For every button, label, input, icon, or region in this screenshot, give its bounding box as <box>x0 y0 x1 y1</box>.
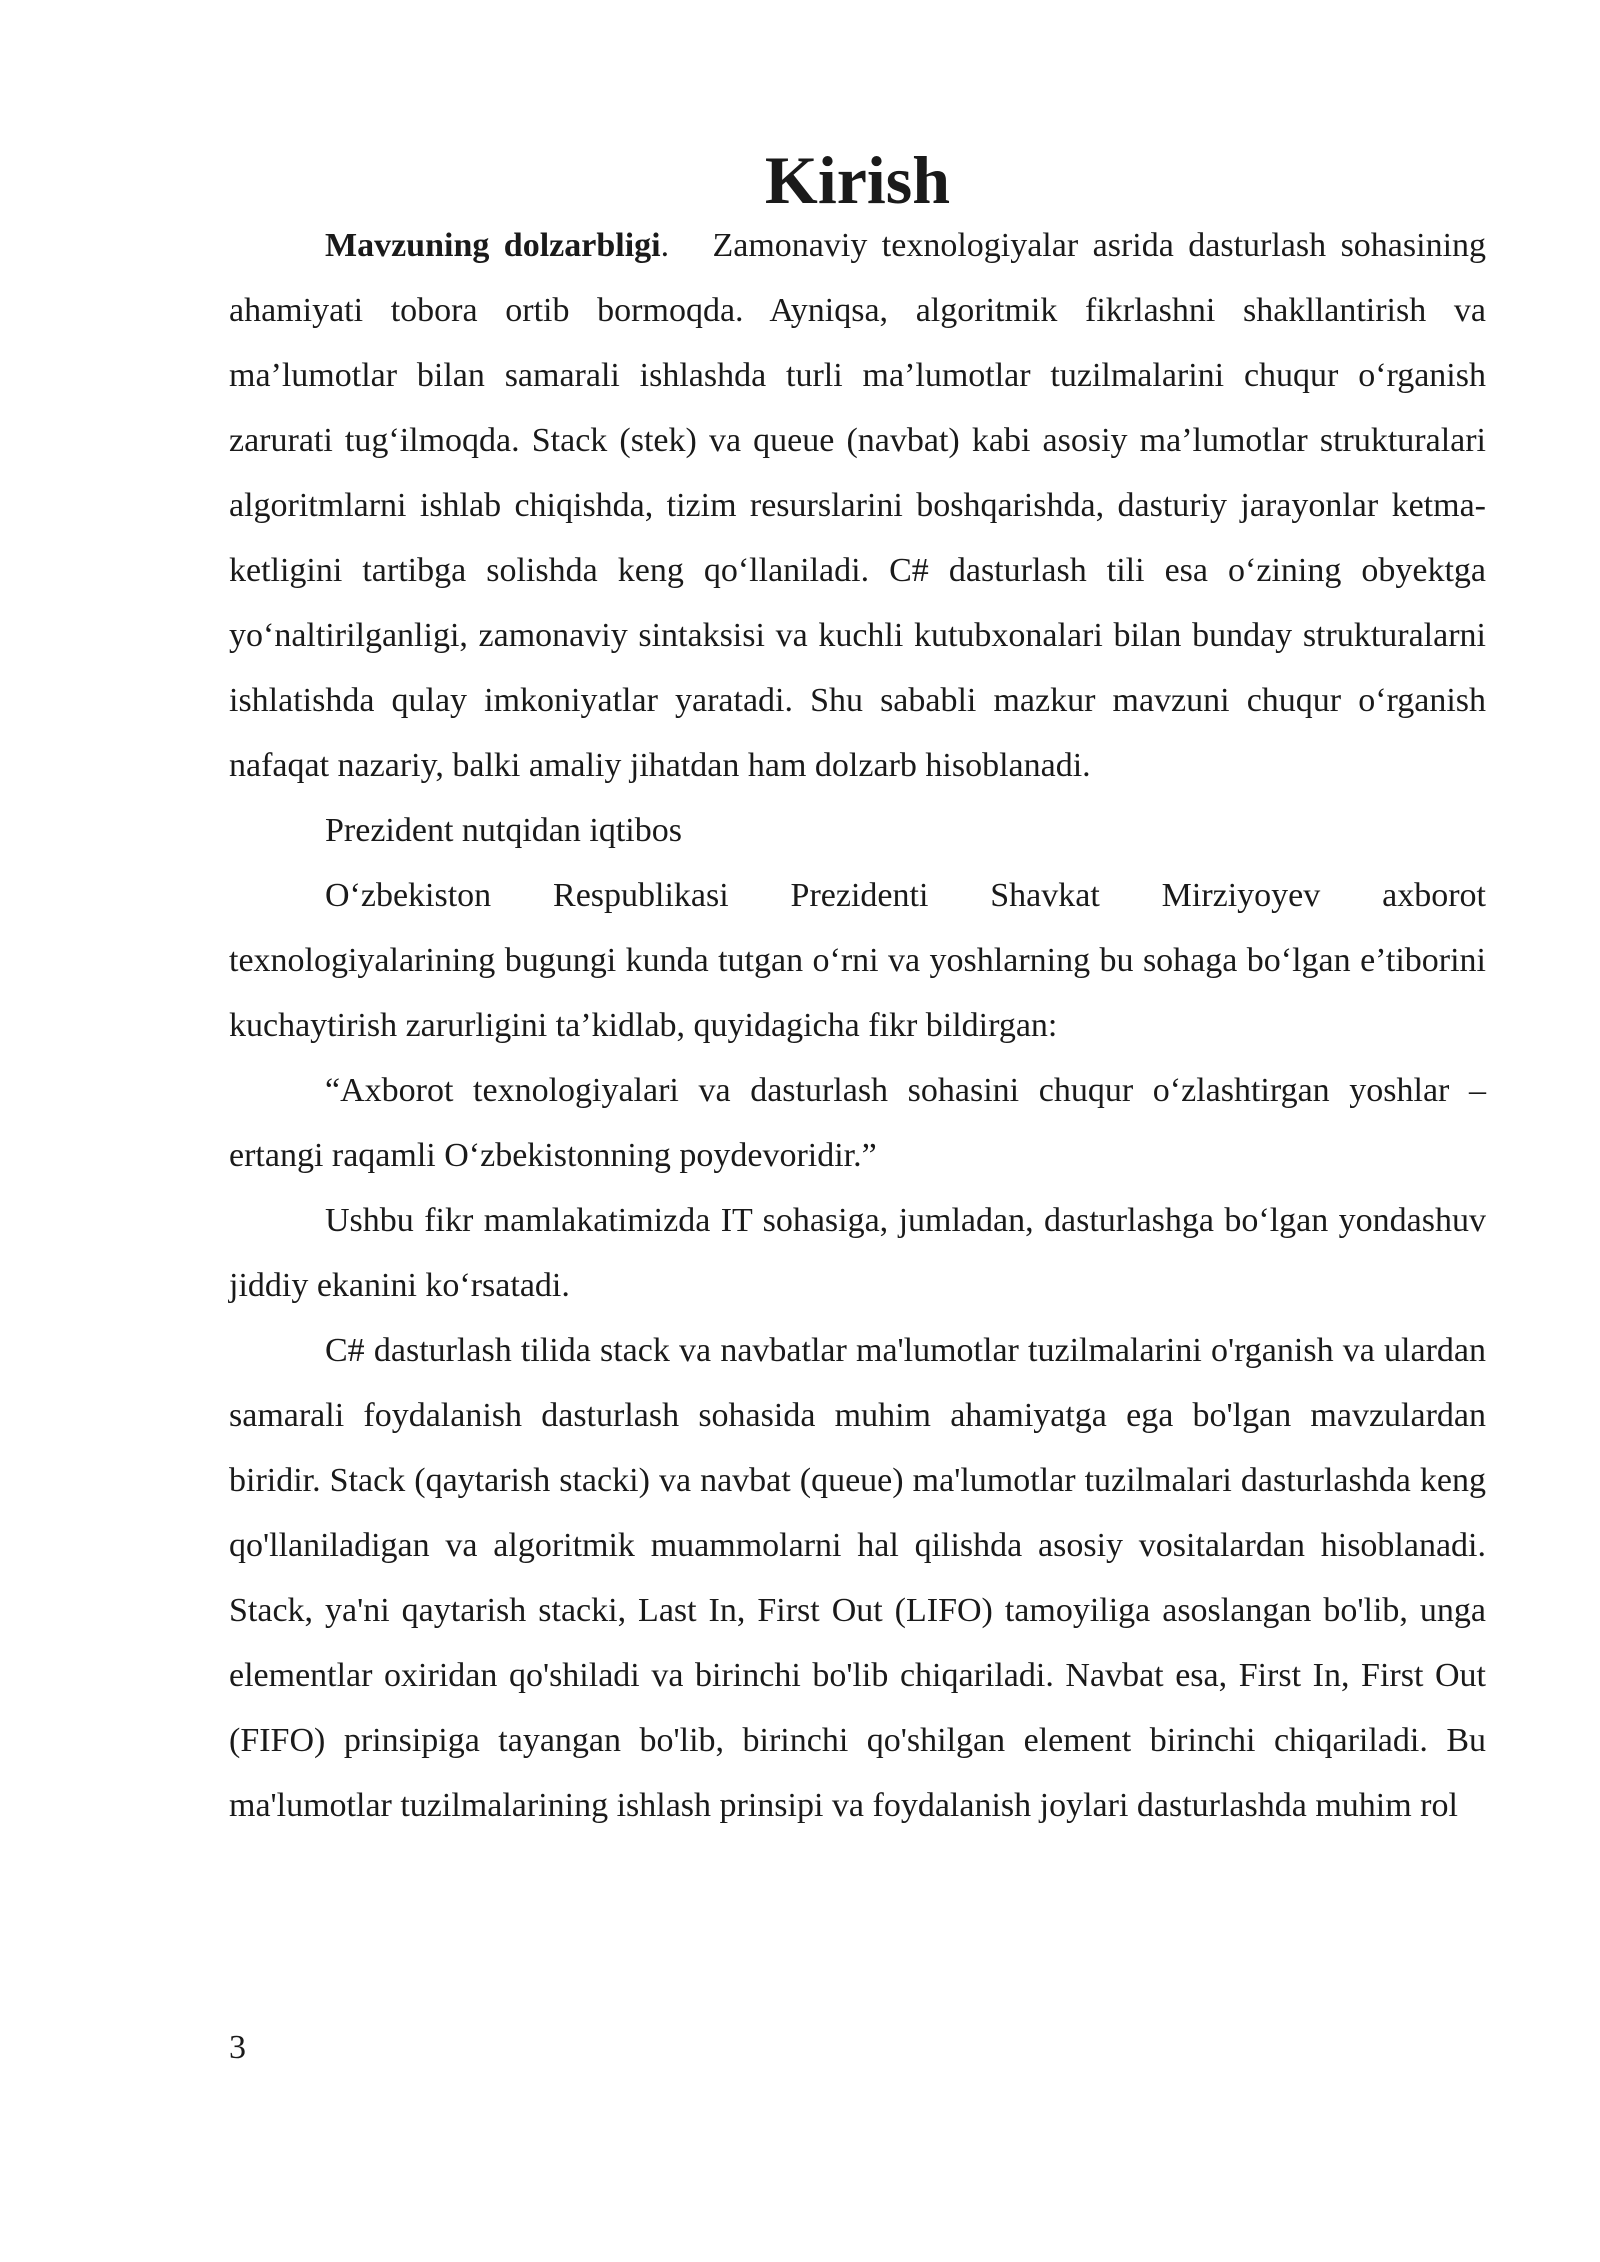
intro-label: Mavzuning dolzarbligi <box>325 227 661 264</box>
intro-label-separator: . <box>660 227 670 264</box>
intro-paragraph <box>229 213 1486 798</box>
intro-text: Zamonaviy texnologiyalar asrida dasturlash sohasining ahamiyati tobora ortib bormoqda. Ayniqsa, algoritmik fikrlashni shakllantirish va ma’lumotlar bilan samarali ishlashda turli ma’lumotlar tuzilmalarini chuqur o‘rganish zarurati tug‘ilmoqda. Stack (stek) va queue (navbat) kabi asosiy ma’lumotlar strukturalari algoritmlarni ishlab chiqishda, tizim resurslarini boshqarishda, dasturiy jarayonlar ketma-ketligini tartibga solishda keng qo‘llaniladi. C# dasturlash tili esa o‘zining obyektga yo‘naltirilganligi, zamonaviy sintaksisi va kuchli kutubxonalari bilan bunday strukturalarni ishlatishda qulay imkoniyatlar yaratadi. Shu sababli mazkur mavzuni chuqur o‘rganish nafaqat nazariy, balki amaliy jihatdan ham dolzarb hisoblanadi. <box>229 227 1487 784</box>
section-title: Kirish <box>764 142 951 218</box>
quote-commentary-paragraph: Ushbu fikr mamlakatimizda IT sohasiga, jumladan, dasturlashga bo‘lgan yondashuv jiddiy ekanini ko‘rsatadi. <box>229 1202 1486 1304</box>
stack-queue-paragraph: C# dasturlash tilida stack va navbatlar ma'lumotlar tuzilmalarini o'rganish va ulardan samarali foydalanish dasturlash sohasida muhim ahamiyatga ega bo'lgan mavzulardan biridir. Stack (qaytarish stacki) va navbat (queue) ma'lumotlar tuzilmalari dasturlashda keng qo'llaniladigan va algoritmik muammolarni hal qilishda asosiy vositalardan hisoblanadi. Stack, ya'ni qaytarish stacki, Last In, First Out (LIFO) tamoyiliga asoslangan bo'lib, unga elementlar oxiridan qo'shiladi va birinchi bo'lib chiqariladi. Navbat esa, First In, First Out (FIFO) prinsipiga tayangan bo'lib, birinchi qo'shilgan element birinchi chiqariladi. Bu ma'lumotlar tuzilmalarining ishlash prinsipi va foydalanish joylari dasturlashda muhim rol <box>229 1332 1486 1824</box>
president-quote-paragraph: “Axborot texnologiyalari va dasturlash sohasini chuqur o‘zlashtirgan yoshlar – ertangi raqamli O‘zbekistonning poydevoridir.” <box>229 1072 1486 1174</box>
quote-heading-paragraph: Prezident nutqidan iqtibos <box>325 812 682 849</box>
page-content <box>229 142 1487 1838</box>
page-number: 3 <box>229 2029 246 2066</box>
president-context-paragraph: O‘zbekiston Respublikasi Prezidenti Shavkat Mirziyoyev axborot texnologiyalarining bugungi kunda tutgan o‘rni va yoshlarning bu sohaga bo‘lgan e’tiborini kuchaytirish zarurligini ta’kidlab, quyidagicha fikr bildirgan: <box>229 877 1486 1044</box>
